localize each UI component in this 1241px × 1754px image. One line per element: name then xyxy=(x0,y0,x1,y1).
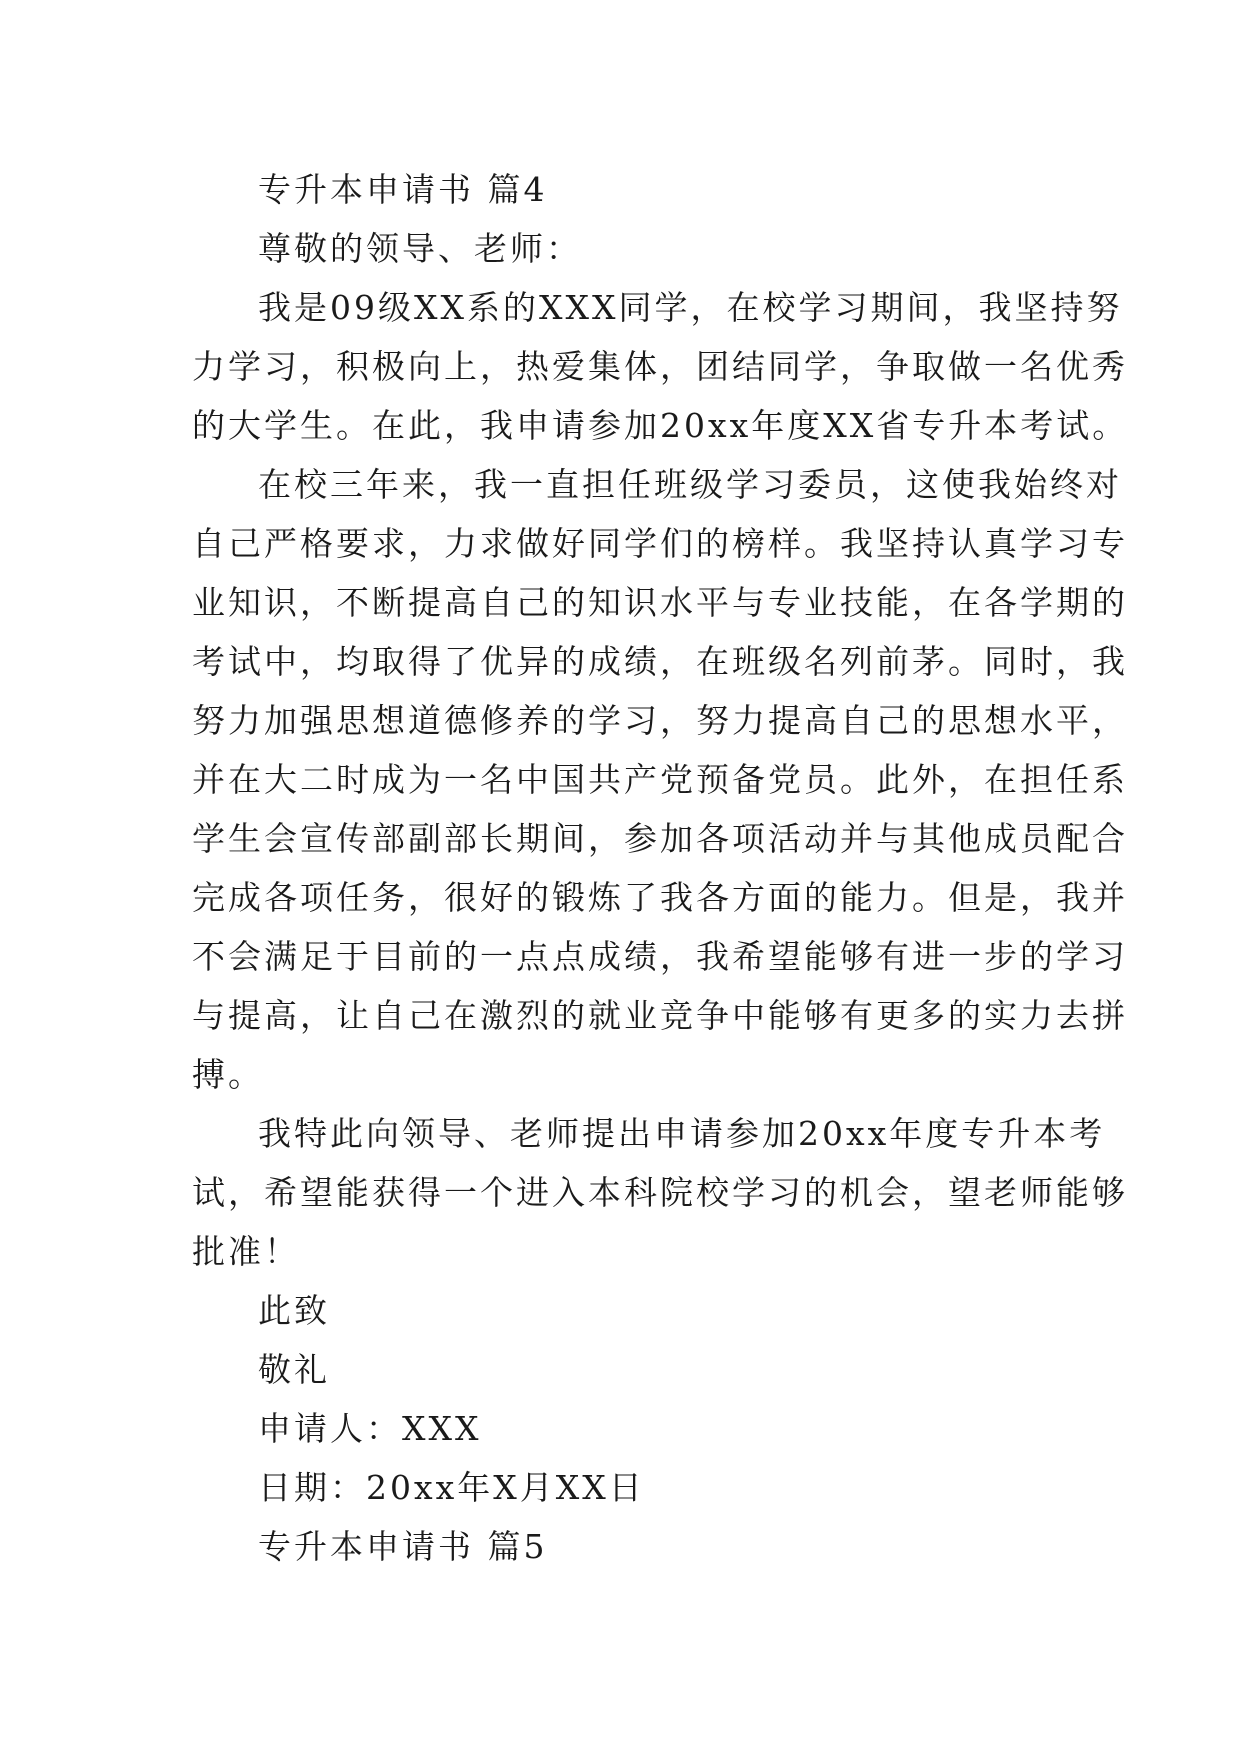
section-heading: 专升本申请书 篇4 xyxy=(258,170,548,209)
paragraph-line: 我特此向领导、老师提出申请参加20xx年度专升本考 xyxy=(258,1114,1106,1153)
paragraph-line: 考试中，均取得了优异的成绩，在班级名列前茅。同时，我 xyxy=(192,642,1128,681)
section-heading: 专升本申请书 篇5 xyxy=(258,1527,548,1566)
closing-regards: 敬礼 xyxy=(258,1350,330,1389)
paragraph-line: 批准！ xyxy=(192,1232,300,1271)
paragraph-line: 在校三年来，我一直担任班级学习委员，这使我始终对 xyxy=(258,465,1122,504)
paragraph-line: 试，希望能获得一个进入本科院校学习的机会，望老师能够 xyxy=(192,1173,1128,1212)
applicant-line: 申请人：XXX xyxy=(258,1409,482,1448)
paragraph-line: 力学习，积极向上，热爱集体，团结同学，争取做一名优秀 xyxy=(192,347,1128,386)
date-line: 日期：20xx年X月XX日 xyxy=(258,1468,645,1507)
closing-line: 此致 xyxy=(258,1291,330,1330)
paragraph-line: 业知识，不断提高自己的知识水平与专业技能，在各学期的 xyxy=(192,583,1128,622)
paragraph-line: 完成各项任务，很好的锻炼了我各方面的能力。但是，我并 xyxy=(192,878,1128,917)
paragraph-line: 与提高，让自己在激烈的就业竞争中能够有更多的实力去拼 xyxy=(192,996,1128,1035)
salutation: 尊敬的领导、老师： xyxy=(258,229,582,268)
document-body xyxy=(192,160,1129,1576)
paragraph-line: 并在大二时成为一名中国共产党预备党员。此外，在担任系 xyxy=(192,760,1128,799)
paragraph-line: 我是09级XX系的XXX同学，在校学习期间，我坚持努 xyxy=(258,288,1123,327)
paragraph-line: 的大学生。在此，我申请参加20xx年度XX省专升本考试。 xyxy=(192,406,1129,445)
paragraph-line: 努力加强思想道德修养的学习，努力提高自己的思想水平， xyxy=(192,701,1128,740)
paragraph-line: 学生会宣传部副部长期间，参加各项活动并与其他成员配合 xyxy=(192,819,1128,858)
paragraph-line: 搏。 xyxy=(192,1055,264,1094)
paragraph-line: 自己严格要求，力求做好同学们的榜样。我坚持认真学习专 xyxy=(192,524,1128,563)
paragraph-line: 不会满足于目前的一点点成绩，我希望能够有进一步的学习 xyxy=(192,937,1128,976)
